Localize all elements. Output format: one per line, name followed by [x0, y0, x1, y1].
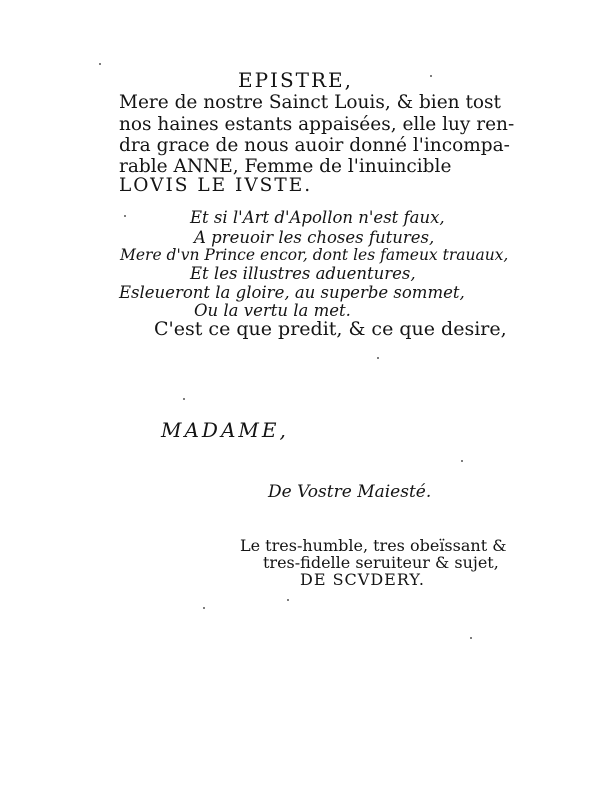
- ink-speck: [377, 357, 379, 359]
- ink-speck: [183, 398, 185, 400]
- majesty-line: De Vostre Maiesté.: [268, 482, 432, 502]
- verse-line-3: Mere d'vn Prince encor, dont les fameux trauaux,: [120, 246, 509, 264]
- verse-line-2: A preuoir les choses futures,: [194, 228, 435, 247]
- body-line-5: LOVIS LE IVSTE.: [119, 175, 313, 196]
- body-line-4: rable ANNE, Femme de l'inuincible: [119, 156, 452, 177]
- signature-line-1: Le tres-humble, tres obeïssant &: [240, 536, 507, 555]
- signature-line-2: tres-fidelle seruiteur & sujet,: [263, 553, 499, 572]
- signature-line-3: DE SCVDERY.: [300, 570, 425, 589]
- page-header: EPISTRE,: [237, 68, 353, 92]
- ink-speck: [430, 75, 432, 77]
- salutation: MADAME,: [161, 418, 289, 442]
- ink-speck: [99, 63, 101, 65]
- verse-line-5: Esleueront la gloire, au superbe sommet,: [119, 283, 465, 302]
- body-line-3: dra grace de nous auoir donné l'incompa-: [119, 135, 510, 156]
- body-line-1: Mere de nostre Sainct Louis, & bien tost: [119, 92, 501, 113]
- ink-speck: [124, 215, 126, 217]
- body-line-2: nos haines estants appaisées, elle luy ren-: [119, 114, 515, 135]
- closing-line: C'est ce que predit, & ce que desire,: [154, 318, 507, 340]
- ink-speck: [470, 637, 472, 639]
- ink-speck: [203, 607, 205, 609]
- verse-line-4: Et les illustres aduentures,: [190, 264, 416, 283]
- ink-speck: [461, 460, 463, 462]
- verse-line-1: Et si l'Art d'Apollon n'est faux,: [190, 208, 445, 227]
- verse-line-6: Ou la vertu la met.: [194, 301, 351, 320]
- ink-speck: [287, 599, 289, 601]
